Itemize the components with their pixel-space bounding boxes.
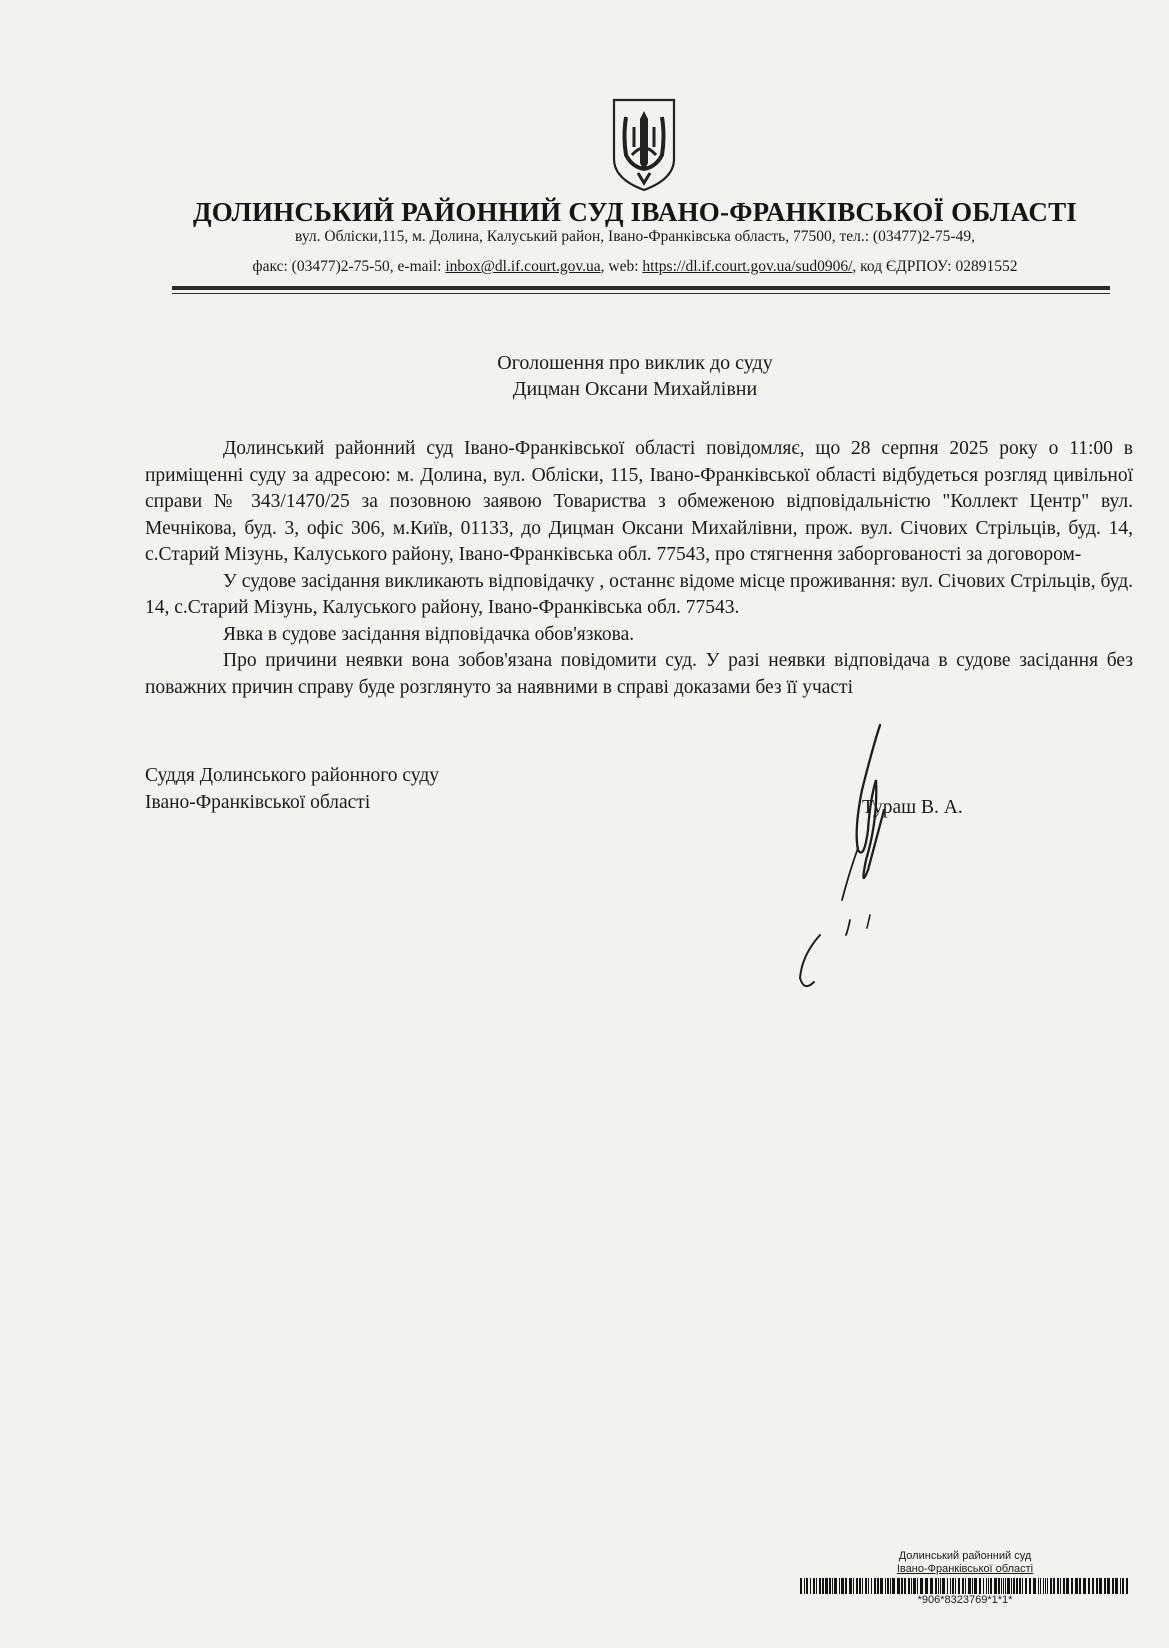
barcode-bar	[832, 1578, 833, 1594]
barcode-bar	[942, 1578, 945, 1594]
barcode-bar	[1003, 1578, 1004, 1594]
barcode-bar	[1060, 1578, 1061, 1594]
web-link[interactable]: https://dl.if.court.gov.ua/sud0906/	[642, 258, 853, 275]
fax-label: факс: (03477)2-75-50, e-mail:	[252, 258, 446, 275]
barcode-bar	[988, 1578, 989, 1594]
stamp-court-region: Івано-Франківської області	[896, 1563, 1034, 1575]
barcode-bar	[800, 1578, 802, 1594]
paragraph-hearing: Долинський районний суд Івано-Франківської області повідомляє, що 28 серпня 2025 року о 11:00 в приміщенні суду за адресою: м. Долина, вул. Обліски, 115, Івано-Франківської області відбудеться розгляд цивільної справи № 343/1470/25 за позовною заявою Товариства з обмеженою відповідальністю "Коллект Центр" вул. Мечнікова, буд. 3, офіс 306, м.Київ, 01133, до Дицман Оксани Михайлівни, прож. вул. Січових Стрільців, буд. 14, с.Старий Мізунь, Калуського району, Івано-Франківська обл. 77543, про стягнення заборгованості за договором-	[145, 438, 1133, 565]
email-link[interactable]: inbox@dl.if.court.gov.ua	[445, 258, 601, 275]
barcode-bar	[935, 1578, 937, 1594]
trident-coat-of-arms-icon	[610, 97, 678, 193]
judge-name: Тураш В. А.	[862, 797, 963, 818]
barcode-bar	[1104, 1578, 1106, 1594]
barcode-bar	[1066, 1578, 1069, 1594]
barcode-bar	[1007, 1578, 1010, 1594]
barcode-bar	[890, 1578, 891, 1594]
barcode-number: *906*8323769*1*1*	[917, 1594, 1013, 1606]
barcode-bar	[1126, 1578, 1128, 1594]
barcode-bar	[1019, 1578, 1021, 1594]
document-title	[150, 350, 1120, 402]
barcode-bar	[1092, 1578, 1094, 1594]
barcode-bar	[1112, 1578, 1114, 1594]
barcode-bar	[862, 1578, 863, 1594]
barcode-bar	[1083, 1578, 1086, 1594]
barcode-bar	[1005, 1578, 1006, 1594]
barcode-bar	[965, 1578, 966, 1594]
barcode-bar	[887, 1578, 889, 1594]
barcode-bar	[877, 1578, 879, 1594]
edrpou-code: , код ЄДРПОУ: 02891552	[852, 258, 1018, 275]
barcode-bar	[990, 1578, 992, 1594]
barcode-bar	[917, 1578, 918, 1594]
barcode-bar	[804, 1578, 805, 1594]
barcode-bar	[892, 1578, 895, 1594]
barcode-bar	[1075, 1578, 1078, 1594]
barcode-bar	[1022, 1578, 1023, 1594]
court-address: вул. Обліски,115, м. Долина, Калуський район, Івано-Франківська область, 77500, тел.: (03477)2-75-49,	[295, 228, 975, 245]
barcode-bar	[1088, 1578, 1090, 1594]
barcode-bar	[904, 1578, 906, 1594]
barcode-bar	[1050, 1578, 1052, 1594]
barcode-bar	[825, 1578, 828, 1594]
barcode-bar	[979, 1578, 981, 1594]
court-name: ДОЛИНСЬКИЙ РАЙОННИЙ СУД ІВАНО-ФРАНКІВСЬКОЇ ОБЛАСТІ	[193, 197, 1077, 227]
barcode-bar	[1053, 1578, 1055, 1594]
barcode-bar	[810, 1578, 811, 1594]
barcode-bar	[1013, 1578, 1015, 1594]
barcode-bar	[920, 1578, 923, 1594]
court-contacts	[150, 258, 1120, 276]
barcode-bar	[1033, 1578, 1036, 1594]
barcode-bar	[813, 1578, 815, 1594]
barcode-bar	[930, 1578, 933, 1594]
barcode-bar	[968, 1578, 971, 1594]
barcode-bar	[998, 1578, 1000, 1594]
barcode-bar	[1096, 1578, 1098, 1594]
barcode-bar	[841, 1578, 844, 1594]
barcode-bar	[885, 1578, 886, 1594]
barcode-bar	[1079, 1578, 1081, 1594]
barcode-bar	[1122, 1578, 1124, 1594]
barcode-bar	[911, 1578, 912, 1594]
registration-stamp	[780, 1550, 1150, 1606]
barcode-bar	[1045, 1578, 1046, 1594]
barcode-bar	[947, 1578, 948, 1594]
barcode-bar	[1115, 1578, 1118, 1594]
barcode-bar	[871, 1578, 872, 1594]
barcode-bar	[834, 1578, 837, 1594]
barcode-bar	[994, 1578, 997, 1594]
barcode-bar	[962, 1578, 964, 1594]
barcode-bar	[859, 1578, 861, 1594]
title-line-1: Оголошення про виклик до суду	[497, 352, 773, 374]
judge-position-line-2: Івано-Франківської області	[145, 792, 371, 813]
barcode-bar	[806, 1578, 808, 1594]
header-divider-thick	[172, 286, 1110, 290]
barcode-bar	[983, 1578, 984, 1594]
header-divider-thin	[172, 293, 1110, 294]
title-line-2: Дицман Оксани Михайлівни	[512, 378, 758, 400]
barcode-bar	[1016, 1578, 1018, 1594]
barcode-bar	[1001, 1578, 1002, 1594]
paragraph-summons: У судове засідання викликають відповідачку , останнє відоме місце проживання: вул. Січових Стрільців, буд. 14, с.Старий Мізунь, Калуського району, Івано-Франківська обл. 77543.	[145, 570, 1133, 618]
barcode-bar	[1043, 1578, 1044, 1594]
barcode-bar	[901, 1578, 903, 1594]
barcode-bar	[880, 1578, 883, 1594]
barcode-bar	[829, 1578, 831, 1594]
barcode-bar	[1099, 1578, 1102, 1594]
barcode-bar	[868, 1578, 869, 1594]
barcode-bar	[845, 1578, 847, 1594]
barcode-bar	[940, 1578, 941, 1594]
barcode-bar	[874, 1578, 876, 1594]
barcode-bar	[972, 1578, 973, 1594]
barcode-bar	[865, 1578, 867, 1594]
barcode-bar	[1120, 1578, 1121, 1594]
barcode-bar	[849, 1578, 852, 1594]
paragraph-absence: Про причини неявки вона зобов'язана повідомити суд. У разі неявки відповідача в судове засідання без поважних причин справу буде розглянуто за наявними в справі доказами без її участі	[145, 650, 1133, 698]
barcode-bar	[908, 1578, 910, 1594]
barcode-bar	[819, 1578, 821, 1594]
barcode-bar	[950, 1578, 951, 1594]
judge-position	[145, 762, 439, 816]
handwritten-signature	[780, 720, 900, 1000]
barcode-bar	[925, 1578, 928, 1594]
barcode-bar	[974, 1578, 977, 1594]
announcement-body	[145, 436, 1133, 701]
barcode-bar	[1029, 1578, 1031, 1594]
barcode-bar	[1040, 1578, 1041, 1594]
barcode-bar	[1047, 1578, 1048, 1594]
barcode-bar	[856, 1578, 858, 1594]
barcode-bar	[952, 1578, 954, 1594]
barcode-bar	[853, 1578, 854, 1594]
barcode-bar	[913, 1578, 916, 1594]
paragraph-attendance: Явка в судове засідання відповідачка обов'язкова.	[223, 623, 635, 645]
barcode-bar	[1107, 1578, 1110, 1594]
barcode-bar	[822, 1578, 824, 1594]
barcode-bar	[816, 1578, 817, 1594]
barcode-bar	[1025, 1578, 1027, 1594]
barcode-bar	[958, 1578, 960, 1594]
barcode-bar	[897, 1578, 900, 1594]
barcode-bar	[1063, 1578, 1065, 1594]
web-label: , web:	[600, 258, 643, 275]
barcode-bar	[938, 1578, 939, 1594]
judge-position-line-1: Суддя Долинського районного суду	[145, 765, 439, 786]
barcode-bar	[955, 1578, 956, 1594]
barcode-bar	[1011, 1578, 1012, 1594]
barcode-bar	[839, 1578, 840, 1594]
barcode-bar	[1038, 1578, 1039, 1594]
stamp-court-name: Долинський районний суд	[898, 1550, 1032, 1562]
barcode-bar	[1057, 1578, 1059, 1594]
barcode-bar	[986, 1578, 987, 1594]
barcode-bar	[1071, 1578, 1073, 1594]
barcode	[800, 1578, 1130, 1594]
